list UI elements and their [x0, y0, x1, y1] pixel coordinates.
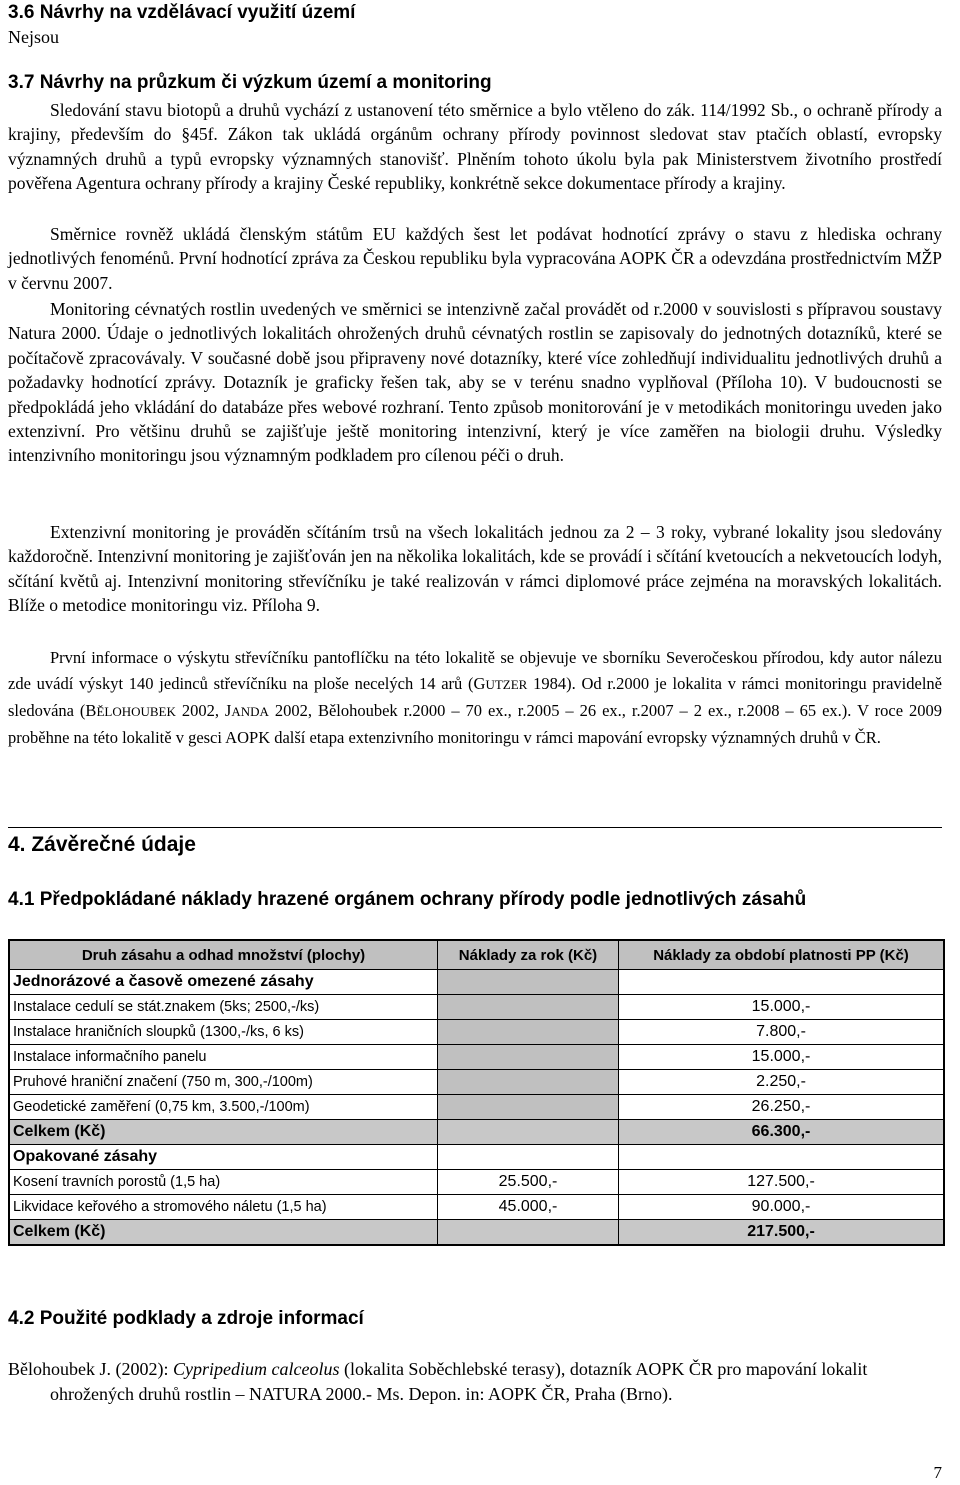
group-label: Opakované zásahy [9, 1145, 438, 1170]
reference-author: Bělohoubek J. (2002): [8, 1359, 173, 1379]
row-total: 26.250,- [619, 1095, 945, 1120]
row-label: Geodetické zaměření (0,75 km, 3.500,-/100m) [9, 1095, 438, 1120]
section-3-7-title: 3.7 Návrhy na průzkum či výzkum území a monitoring [8, 72, 492, 93]
header-cost-year: Náklady za rok (Kč) [438, 940, 619, 970]
total-row-onetime [9, 1120, 944, 1145]
section-4-2-title: 4.2 Použité podklady a zdroje informací [8, 1308, 364, 1329]
section-3-6-text: Nejsou [8, 27, 59, 47]
row-total: 15.000,- [619, 1045, 945, 1070]
section-4-1-title: 4.1 Předpokládané náklady hrazené orgánem ochrany přírody podle jednotlivých zásahů [8, 889, 807, 910]
row-label: Instalace informačního panelu [9, 1045, 438, 1070]
row-label: Likvidace keřového a stromového náletu (1,5 ha) [9, 1195, 438, 1220]
table-row [9, 1095, 944, 1120]
shaded-cell [438, 1095, 619, 1120]
section-3-6-title: 3.6 Návrhy na vzdělávací využití území [8, 2, 356, 23]
reference-rest: (lokalita Soběchlebské terasy), dotazník AOPK ČR pro mapování lokalit ohrožených druhů rostlin – NATURA 2000.- Ms. Depon. in: AOPK ČR, Praha (Brno). [50, 1359, 868, 1404]
shaded-cell [438, 995, 619, 1020]
paragraph-monitoring-1: Sledování stavu biotopů a druhů vychází z ustanovení této směrnice a bylo vtěleno do zák. 114/1992 Sb., o ochraně přírody a krajiny, především do §45f. Zákon tak ukládá orgánům ochrany přírody povinnost sledovat stav ptačích oblastí, evropsky významných druhů a typů evropsky významných stanovišť. Plněním tohoto úkolu byla pak Ministerstvem životního prostředí pověřena Agentura ochrany přírody a krajiny České republiky, konkrétně sekce dokumentace přírody a krajiny. [8, 100, 942, 194]
p5-text-g: 2002, Bělohoubek r.2000 – 70 ex., r.2005 – 26 ex., r.2007 – 2 ex., r.2008 – 65 ex.). V roce 2009 proběhne na této lokalitě v gesci AOPK další etapa extenzivního monitoringu v rámci mapování evropsky významných druhů v ČR. [8, 701, 942, 747]
row-total: 7.800,- [619, 1020, 945, 1045]
paragraph-monitoring-4: Extenzivní monitoring je prováděn sčítáním trsů na všech lokalitách jednou za 2 – 3 roky, vybrané lokality jsou sledovány každoročně. Intenzivní monitoring je zajišťován jen na několika lokalitách, kde se provádí i sčítání kvetoucích a nekvetoucích lodyh, sčítání květů aj. Intenzivní monitoring střevíčníku je také realizován v rámci diplomové práce zejména na moravských lokalitách. Blíže o metodice monitoringu viz. Příloha 9. [8, 522, 942, 616]
paragraph-monitoring-3: Monitoring cévnatých rostlin uvedených ve směrnici se intenzivně začal provádět od r.2000 v souvislosti s přípravou soustavy Natura 2000. Údaje o jednotlivých lokalitách ohrožených druhů cévnatých rostlin se zapisovaly do jednotných dotazníků, které se počítačově zpracovávaly. V současné době jsou připraveny nové dotazníky, které více zohledňují individualitu jednotlivých druhů a požadavky hodnotící zprávy. Dotazník je graficky řešen tak, aby se v terénu snadno vyplňoval (Příloha 10). V budoucnosti se předpokládá jeho vkládání do databáze přes webové rozhraní. Tento způsob monitorování je v metodikách monitoringu uveden jako extenzivní. Pro většinu druhů se zajišťuje ještě monitoring intenzivní, který je více zaměřen na biologii druhu. Výsledky intenzivního monitoringu jsou významným podkladem pro cílenou péči o druh. [8, 299, 942, 466]
group-row-onetime [9, 970, 944, 995]
paragraph-monitoring-5 [8, 645, 942, 751]
row-total: 2.250,- [619, 1070, 945, 1095]
total-value: 66.300,- [619, 1120, 945, 1145]
total-value: 217.500,- [619, 1220, 945, 1246]
section-4-rule [8, 827, 942, 828]
row-year-cost: 45.000,- [438, 1195, 619, 1220]
row-label: Kosení travních porostů (1,5 ha) [9, 1170, 438, 1195]
header-intervention: Druh zásahu a odhad množství (plochy) [9, 940, 438, 970]
table-row [9, 995, 944, 1020]
row-total: 127.500,- [619, 1170, 945, 1195]
p5-text-e: 2002, J [175, 701, 232, 720]
row-label: Instalace cedulí se stát.znakem (5ks; 2500,-/ks) [9, 995, 438, 1020]
shaded-cell [438, 1045, 619, 1070]
costs-table [8, 939, 945, 1246]
empty-cell [619, 1145, 945, 1170]
p5-smallcaps-belohoubek: ĚLOHOUBEK [96, 704, 176, 719]
page-number: 7 [933, 1463, 942, 1482]
p5-text-a: První informace o výskytu střevíčníku pantoflíčku na této lokalitě se objevuje ve sborníku Severočeskou přírodou, kdy autor nálezu zde uvádí výskyt 140 jedinců střevíčníku na ploše necelých 14 arů (G [8, 648, 942, 693]
p5-smallcaps-gutzer: UTZER [485, 677, 528, 692]
table-row [9, 1170, 944, 1195]
table-row [9, 1070, 944, 1095]
group-label: Jednorázové a časově omezené zásahy [9, 970, 438, 995]
table-row [9, 1045, 944, 1070]
shaded-cell [438, 1220, 619, 1246]
shaded-cell [438, 1120, 619, 1145]
shaded-cell [438, 1020, 619, 1045]
empty-cell [619, 970, 945, 995]
row-label: Pruhové hraniční značení (750 m, 300,-/100m) [9, 1070, 438, 1095]
shaded-cell [438, 970, 619, 995]
table-header-row [9, 940, 944, 970]
total-label: Celkem (Kč) [9, 1220, 438, 1246]
reference-species: Cypripedium calceolus [172, 1359, 340, 1379]
row-total: 15.000,- [619, 995, 945, 1020]
row-year-cost: 25.500,- [438, 1170, 619, 1195]
empty-cell [438, 1145, 619, 1170]
total-row-recurring [9, 1220, 944, 1246]
paragraph-monitoring-2: Směrnice rovněž ukládá členským státům EU každých šest let podávat hodnotící zprávy o stavu z hlediska ochrany jednotlivých fenoménů. První hodnotící zpráva za Českou republiku byla vypracována AOPK ČR a odevzdána prostřednictvím MŽP v červnu 2007. [8, 224, 942, 293]
p5-smallcaps-janda: ANDA [231, 704, 269, 719]
group-row-recurring [9, 1145, 944, 1170]
p5-text-c: 1984). Od r.2000 je lokalita v rámci monitoringu pravidelně sledována (B [8, 674, 942, 720]
reference-entry [8, 1357, 942, 1407]
table-row [9, 1020, 944, 1045]
section-4-title: 4. Závěrečné údaje [8, 833, 196, 856]
table-row [9, 1195, 944, 1220]
row-total: 90.000,- [619, 1195, 945, 1220]
header-cost-period: Náklady za období platnosti PP (Kč) [619, 940, 945, 970]
total-label: Celkem (Kč) [9, 1120, 438, 1145]
row-label: Instalace hraničních sloupků (1300,-/ks, 6 ks) [9, 1020, 438, 1045]
shaded-cell [438, 1070, 619, 1095]
